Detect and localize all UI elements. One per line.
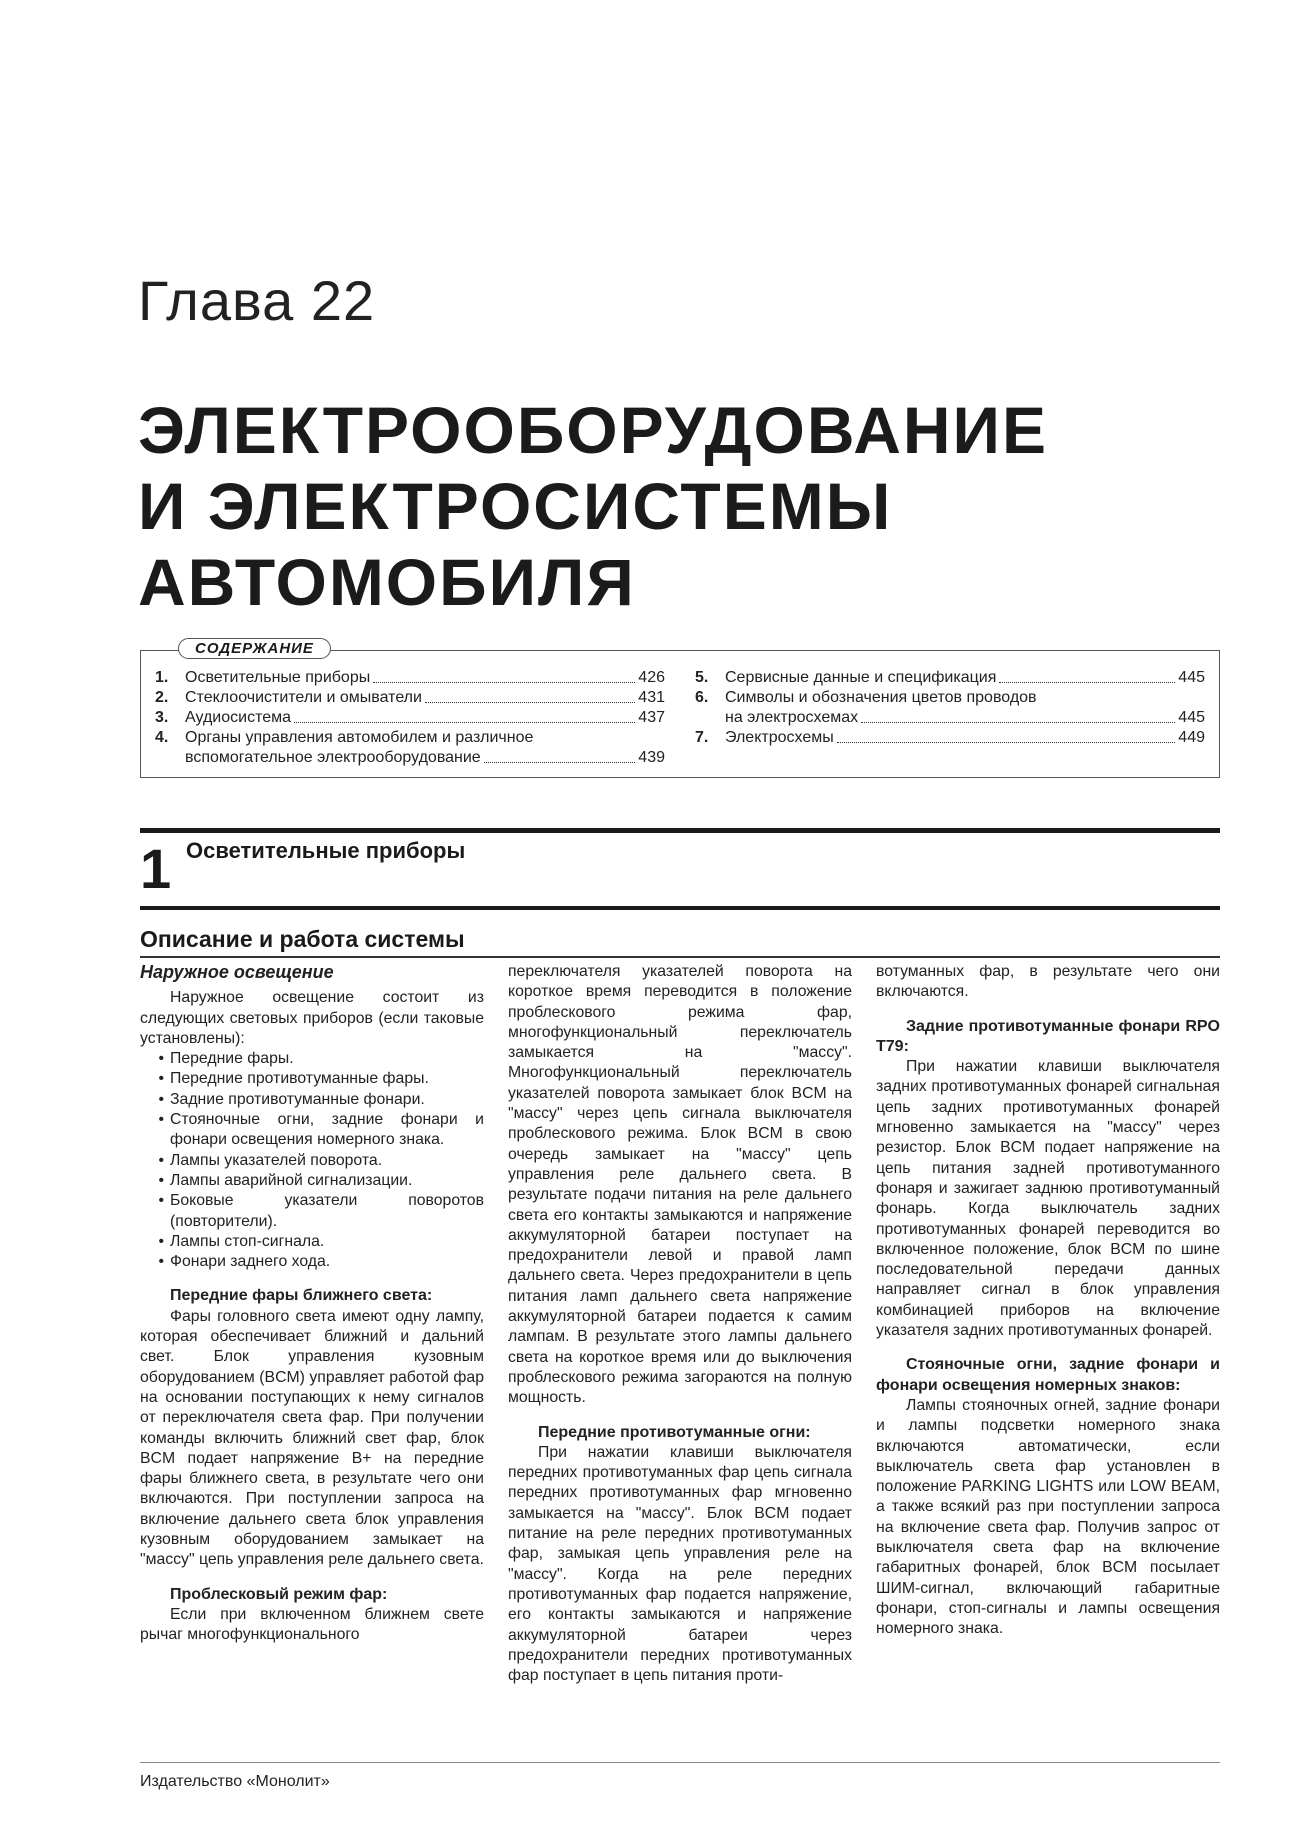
toc-entry-number: 6. (695, 689, 709, 706)
list-item (140, 1151, 484, 1171)
list-item-text: Задние противотуманные фонари. (170, 1090, 425, 1108)
paragraph: Фары головного света имеют одну лампу, которая обеспечивает ближний и дальний свет. Блок управления кузовным оборудованием (BCM) управляет работой фар на основании поступающих к нему сигналов от переключателя света фар. При получении команды включить ближний свет фар, блок BCM подает напряжение B+ на передние фары ближнего света, в результате чего они включаются. При поступлении запроса на включение дальнего света блок управления кузовным оборудованием замыкает на "массу" цепь управления реле дальнего света. (140, 1307, 484, 1569)
list-item-text: Лампы аварийной сигнализации. (170, 1171, 413, 1189)
heading-front-fog: Передние противотуманные огни: (538, 1423, 811, 1441)
toc-entry (155, 728, 665, 748)
paragraph: Наружное освещение состоит из следующих световых приборов (если таковые установлены): (140, 989, 484, 1047)
toc-label: СОДЕРЖАНИЕ (178, 638, 331, 659)
toc-entry-number: 3. (155, 709, 169, 726)
bullet-icon: • (158, 1232, 164, 1250)
subsection-rule (140, 956, 1220, 958)
toc-entry-title: Сервисные данные и спецификация (725, 669, 997, 686)
heading-parking-lights: Стояночные огни, задние фонари и фонари освещения номерных знаков: (876, 1356, 1220, 1394)
toc-leader-dots (837, 728, 1176, 743)
paragraph: При нажатии клавиши выключателя передних противотуманных фар цепь сигнала передних противотуманных фар мгновенно замыкается на "массу". Блок BCM подает питание на реле передних противотуманных фар, замыкая цепь управления реле на "массу". Когда на реле передних противотуманных фар подается напряжение, его контакты замыкаются и напряжение аккумуляторной батареи через предохранители передних противотуманных фар поступает в цепь питания проти- (508, 1443, 852, 1685)
subsection-title: Описание и работа системы (140, 926, 465, 952)
toc-entry-number: 1. (155, 669, 169, 686)
toc-entry-title: Символы и обозначения цветов проводов (725, 689, 1037, 706)
toc-entry (695, 728, 1205, 748)
heading-rear-fog: Задние противотуманные фонари RPO T79: (876, 1017, 1220, 1055)
paragraph: Если при включенном ближнем свете рычаг многофункционального (140, 1605, 484, 1644)
toc-entry-title: Осветительные приборы (185, 669, 371, 686)
toc-leader-dots (425, 688, 635, 703)
heading-flash-mode: Проблесковый режим фар: (170, 1585, 388, 1603)
list-item (140, 1232, 484, 1252)
toc-page-number: 437 (638, 709, 665, 726)
bullet-icon: • (158, 1253, 164, 1271)
lighting-list (140, 1049, 484, 1272)
toc-entry-number: 4. (155, 729, 169, 746)
toc-entry (155, 688, 665, 708)
toc-page-number: 426 (638, 669, 665, 686)
bullet-icon: • (158, 1050, 164, 1068)
toc-leader-dots (373, 668, 635, 683)
section-title: Осветительные приборы (186, 838, 466, 863)
footer-publisher: Издательство «Монолит» (140, 1773, 330, 1790)
toc-page-number: 445 (1178, 709, 1205, 726)
toc-entry (695, 708, 1205, 728)
toc-page-number: 431 (638, 689, 665, 706)
toc-entry (155, 748, 665, 768)
list-item (140, 1252, 484, 1272)
toc-right-column (695, 668, 1205, 748)
list-item-text: Боковые указатели поворотов (повторители). (170, 1192, 484, 1230)
chapter-title-line-3: АВТОМОБИЛЯ (138, 545, 636, 619)
toc-page-number: 445 (1178, 669, 1205, 686)
paragraph: При нажатии клавиши выключателя задних противотуманных фонарей сигнальная цепь задних противотуманных фонарей мгновенно замыкается на "массу" через резистор. Блок BCM подает напряжение на цепь питания задней противотуманного фонаря и зажигает заднюю противотуманный фонарь. Когда выключатель задних противотуманных фонарей переводится во включенное положение, блок BCM по шине последовательной передачи данных направляет сигнал в блок управления комбинацией приборов на включение указателя задних противотуманных фонарей. (876, 1058, 1220, 1340)
toc-entry (155, 668, 665, 688)
bullet-icon: • (158, 1111, 164, 1129)
heading-low-beam: Передние фары ближнего света: (170, 1287, 433, 1305)
section-rule-top (140, 828, 1220, 833)
list-item (140, 1069, 484, 1089)
toc-leader-dots (294, 708, 635, 723)
toc-leader-dots (861, 708, 1175, 723)
chapter-title-line-2: И ЭЛЕКТРОСИСТЕМЫ (138, 469, 893, 543)
bullet-icon: • (158, 1070, 164, 1088)
chapter-title-line-1: ЭЛЕКТРООБОРУДОВАНИЕ (138, 393, 1048, 467)
toc-leader-dots (999, 668, 1175, 683)
list-item (140, 1171, 484, 1191)
toc-entry-title: Аудиосистема (185, 709, 292, 726)
toc-entry (695, 688, 1205, 708)
chapter-label: Глава 22 (138, 269, 376, 332)
toc-entry-number: 5. (695, 669, 709, 686)
text-column-3 (876, 962, 1220, 1640)
toc-entry (695, 668, 1205, 688)
bullet-icon: • (158, 1192, 164, 1210)
text-column-1 (140, 962, 484, 1646)
text-column-2 (508, 962, 852, 1686)
toc-entry (155, 708, 665, 728)
list-item (140, 1090, 484, 1110)
section-number: 1 (140, 837, 172, 900)
list-item-text: Передние фары. (170, 1050, 294, 1068)
toc-leader-dots (484, 748, 636, 763)
list-item (140, 1110, 484, 1151)
toc-entry-title: Стеклоочистители и омыватели (185, 689, 422, 706)
toc-page-number: 439 (638, 749, 665, 766)
toc-entry-number (695, 708, 725, 728)
toc-entry-title: вспомогательное электрооборудование (185, 749, 481, 766)
list-item-text: Передние противотуманные фары. (170, 1070, 429, 1088)
bullet-icon: • (158, 1151, 164, 1169)
toc-entry-number: 7. (695, 729, 709, 746)
footer-rule (140, 1762, 1220, 1763)
list-item-text: Лампы указателей поворота. (170, 1151, 383, 1169)
heading-exterior-lighting: Наружное освещение (140, 962, 334, 982)
list-item-text: Фонари заднего хода. (170, 1253, 331, 1271)
list-item-text: Лампы стоп-сигнала. (170, 1232, 325, 1250)
list-item-text: Стояночные огни, задние фонари и фонари освещения номерного знака. (170, 1111, 484, 1149)
toc-entry-number: 2. (155, 689, 169, 706)
toc-page-number: 449 (1178, 729, 1205, 746)
toc-left-column (155, 668, 665, 768)
paragraph: переключателя указателей поворота на короткое время переводится в положение проблескового режима фар, многофункциональный переключатель замыкается на "массу". Многофункциональный переключатель указателей поворота замыкает блок BCM на "массу" через цепь сигнала выключателя проблескового режима. Блок BCM в свою очередь замыкает на "массу" цепь управления реле дальнего света. В результате подачи питания на реле дальнего света его контакты замыкаются и напряжение аккумуляторной батареи поступает на предохранители левой и правой ламп дальнего света. Через предохранители в цепь питания ламп дальнего света напряжение аккумуляторной батареи подается к самим лампам. В результате этого лампы дальнего света на короткое время или до выключения проблескового режима загораются на полную мощность. (508, 963, 852, 1407)
paragraph: вотуманных фар, в результате чего они включаются. (876, 963, 1220, 1001)
section-rule-bottom (140, 906, 1220, 910)
bullet-icon: • (158, 1171, 164, 1189)
toc-entry-number (155, 748, 185, 768)
toc-entry-title: на электросхемах (725, 709, 859, 726)
toc-entry-title: Электросхемы (725, 729, 834, 746)
list-item (140, 1191, 484, 1232)
toc-entry-title: Органы управления автомобилем и различное (185, 729, 534, 746)
list-item (140, 1049, 484, 1069)
paragraph: Лампы стояночных огней, задние фонари и лампы подсветки номерного знака включаются автоматически, если выключатель света фар установлен в положение PARKING LIGHTS или LOW BEAM, а также всякий раз при поступлении запроса на включение света фар. Получив запрос от выключателя света фар на включение габаритных фонарей, блок BCM посылает ШИМ-сигнал, включающий габаритные фонари, стоп-сигналы и лампы освещения номерного знака. (876, 1396, 1220, 1638)
bullet-icon: • (158, 1090, 164, 1108)
